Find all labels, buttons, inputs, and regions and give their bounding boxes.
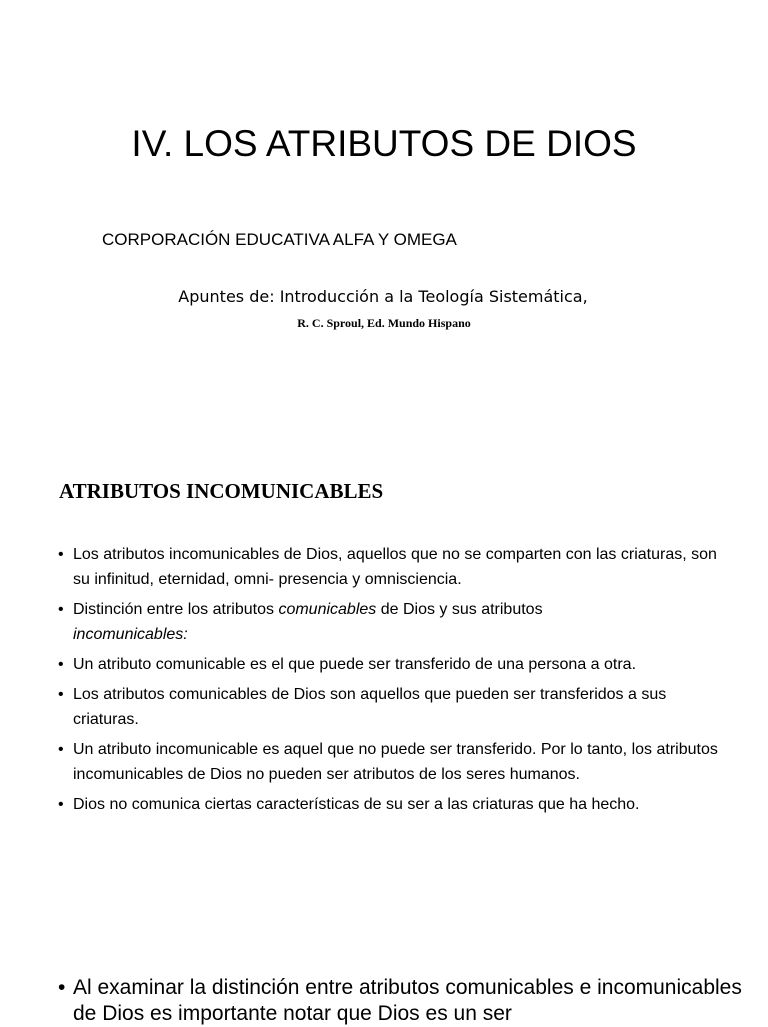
bullet-marker: •	[58, 656, 64, 673]
bullet-text: Dios no comunica ciertas características de su ser a las criaturas que ha hecho.	[73, 796, 640, 813]
list-item	[58, 682, 718, 732]
list-item	[58, 597, 718, 647]
bullet-text: Los atributos comunicables de Dios son aquellos que pueden ser transferidos a sus criaturas.	[73, 686, 667, 728]
bullet-emphasis-comunicables: comunicables	[278, 601, 377, 618]
bullet-marker: •	[58, 601, 64, 618]
bullet-marker: •	[58, 741, 64, 758]
page-title: IV. LOS ATRIBUTOS DE DIOS	[131, 123, 637, 164]
bullet-marker: •	[58, 796, 64, 813]
list-item	[58, 652, 718, 677]
notes-source: Apuntes de: Introducción a la Teología Sistemática,	[178, 287, 588, 306]
section-heading: ATRIBUTOS INCOMUNICABLES	[59, 479, 384, 503]
bullet-marker: •	[58, 686, 64, 703]
bullet-text: Un atributo incomunicable es aquel que no puede ser transferido. Por lo tanto, los atributos incomunicables de Dios no pueden ser atributos de los seres humanos.	[73, 741, 718, 783]
continuation-text: Al examinar la distinción entre atributos comunicables e incomunicables de Dios es importante notar que Dios es un ser	[73, 976, 742, 1025]
bullet-marker: •	[58, 976, 66, 999]
list-item	[58, 542, 718, 592]
list-item	[58, 737, 718, 787]
bullet-emphasis-incomunicables: incomunicables:	[73, 626, 188, 643]
continuation-paragraph	[58, 975, 753, 1027]
bullet-text-start: Distinción entre los atributos	[73, 601, 279, 618]
notes-author: R. C. Sproul, Ed. Mundo Hispano	[297, 316, 471, 330]
bullet-text: Los atributos incomunicables de Dios, aquellos que no se comparten con las criaturas, son su infinitud, eternidad, omni- presencia y omnisciencia.	[73, 546, 717, 588]
bullet-text: Un atributo comunicable es el que puede ser transferido de una persona a otra.	[73, 656, 637, 673]
bullet-marker: •	[58, 546, 64, 563]
organization-name: CORPORACIÓN EDUCATIVA ALFA Y OMEGA	[102, 230, 457, 249]
attributes-bullet-list	[58, 542, 718, 822]
bullet-text-middle: de Dios y sus atributos	[376, 601, 543, 618]
list-item	[58, 792, 718, 817]
